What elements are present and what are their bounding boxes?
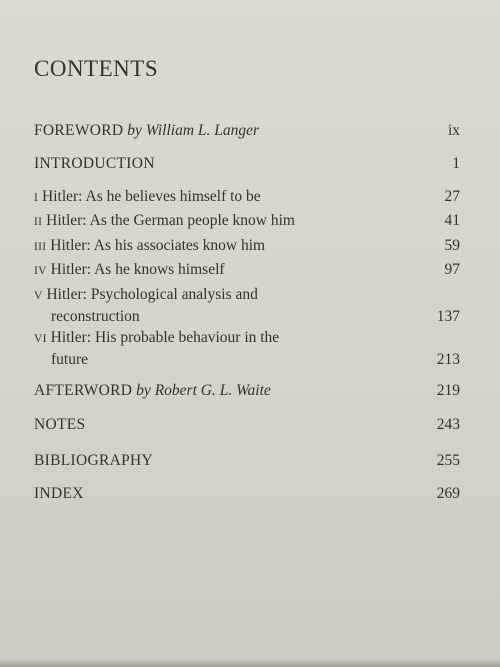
toc-entry-notes <box>34 414 460 436</box>
notes-label: NOTES <box>34 416 86 433</box>
afterword-author: Robert G. L. Waite <box>154 382 271 399</box>
foreword-page: ix <box>447 122 460 139</box>
bibliography-page: 255 <box>436 452 460 469</box>
chapter-page: 137 <box>436 308 460 325</box>
toc-entry-afterword <box>34 380 460 402</box>
chapter-title: Hitler: As the German people know him <box>46 212 295 229</box>
contents-heading: CONTENTS <box>34 56 159 81</box>
chapter-title: Hitler: As his associates know him <box>50 237 266 254</box>
chapter-page: 97 <box>444 261 460 278</box>
foreword-author: William L. Langer <box>145 122 260 139</box>
introduction-page: 1 <box>452 155 460 172</box>
chapter-numeral: V <box>34 290 43 302</box>
notes-page: 243 <box>436 416 460 433</box>
chapter-numeral: III <box>34 241 47 253</box>
chapter-numeral: IV <box>34 265 47 277</box>
chapter-title: Hitler: Psychological analysis and <box>46 286 258 303</box>
afterword-page: 219 <box>436 382 460 399</box>
chapter-title: Hitler: As he believes himself to be <box>42 188 261 205</box>
toc-entry-introduction <box>34 153 460 175</box>
toc-entry-foreword <box>34 120 460 142</box>
toc-entry-chapter-1 <box>34 186 460 208</box>
bibliography-label: BIBLIOGRAPHY <box>34 452 153 469</box>
foreword-label: FOREWORD <box>34 122 124 139</box>
chapter-title-continued: future <box>51 351 89 368</box>
index-page: 269 <box>436 485 460 502</box>
toc-entry-chapter-5 <box>34 284 460 328</box>
chapter-page: 41 <box>444 212 460 229</box>
toc-entry-chapter-4 <box>34 259 460 281</box>
chapter-page: 213 <box>436 351 460 368</box>
toc-entry-bibliography <box>34 450 460 472</box>
chapter-title: Hitler: As he knows himself <box>50 261 225 278</box>
toc-entry-chapter-6 <box>34 327 460 371</box>
chapter-numeral: VI <box>34 333 47 345</box>
chapter-numeral: I <box>34 192 39 204</box>
index-label: INDEX <box>34 485 84 502</box>
foreword-by: by <box>127 122 142 139</box>
afterword-by: by <box>136 382 151 399</box>
afterword-label: AFTERWORD <box>34 382 133 399</box>
chapter-page: 59 <box>444 237 460 254</box>
chapter-title-continued: reconstruction <box>51 308 140 325</box>
introduction-label: INTRODUCTION <box>34 155 155 172</box>
toc-entry-index <box>34 483 460 505</box>
chapter-title: Hitler: His probable behaviour in the <box>50 329 280 346</box>
chapter-numeral: II <box>34 216 43 228</box>
chapter-page: 27 <box>444 188 460 205</box>
toc-entry-chapter-3 <box>34 235 460 257</box>
page-edge-shadow <box>0 659 500 667</box>
toc-entry-chapter-2 <box>34 210 460 232</box>
